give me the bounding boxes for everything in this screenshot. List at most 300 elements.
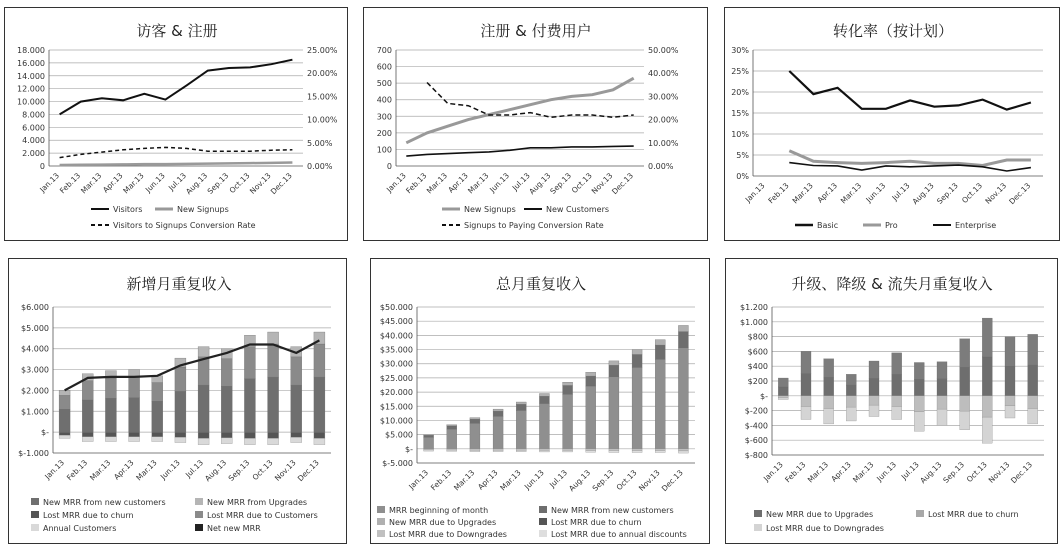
x-tick-label: Jun.13 [874,460,899,484]
x-tick-label: Oct.13 [569,171,594,196]
new-mrr-chart [9,259,348,545]
bar-segment [152,401,163,432]
x-tick-label: Dec.13 [659,468,685,494]
bar-segment [244,379,255,432]
bar-segment [291,437,302,442]
x-tick-label: Mar.13 [424,171,450,196]
bar-segment [586,372,596,376]
x-tick-label: Aug.13 [910,181,936,207]
bar-segment [291,357,302,385]
y-tick-label: 600 [376,62,392,72]
bar-segment [914,363,924,380]
bar-segment [82,437,93,442]
bar-segment [314,344,325,377]
chart-panel-total-mrr [370,258,710,544]
bar-segment [609,365,619,376]
x-tick-label: Aug.13 [918,460,944,486]
bar-segment [424,450,434,451]
bar-segment [175,432,186,437]
bar-segment [221,386,232,432]
x-tick-label: Sep.13 [205,171,231,196]
y-tick-label: $5.000 [385,430,413,440]
bar-segment [516,410,526,448]
bar-segment [869,378,879,395]
bar-segment [516,404,526,410]
bar-segment [447,425,457,426]
y-tick-label: $-200 [744,406,768,416]
bar-segment [937,379,947,396]
bar-segment [314,432,325,438]
x-tick-label: Dec.13 [1009,460,1035,486]
bar-segment [105,437,116,442]
bar-segment [198,438,209,444]
bar-segment [244,347,255,379]
x-tick-label: Dec.13 [1007,181,1033,207]
x-tick-label: Mar.13 [466,171,491,196]
y-tick-label: 400 [376,95,392,105]
bar-segment [470,423,480,449]
bar-segment [244,438,255,444]
x-tick-label: Apr.13 [112,458,136,482]
series-line-visitors [60,60,293,115]
y-tick-label: $2.000 [21,386,49,396]
x-tick-label: Mar.13 [452,468,477,493]
chart-panel-conversion [724,7,1060,241]
bar-segment [824,359,834,378]
bar-segment [198,432,209,438]
bar-segment [892,396,902,407]
y-tick-label: 0% [736,172,749,181]
x-tick-label: Jul.13 [890,181,912,203]
bar-segment [516,402,526,404]
legend-label: MRR beginning of month [389,506,489,515]
bar-segment [175,367,186,391]
bar-segment [291,385,302,432]
x-tick-label: Jun.13 [522,468,546,492]
y-tick-label: $3.000 [21,365,49,375]
bar-segment [59,390,70,395]
bar-segment [470,419,480,423]
legend-swatch [539,506,547,513]
bar-segment [609,361,619,365]
bar-segment [82,400,93,432]
bar-segment [801,396,811,407]
bar-segment [175,391,186,432]
legend-label: Annual Customers [43,524,117,533]
legend-label: New Signups [464,205,516,214]
y-tick-label: $6.000 [21,303,49,312]
x-tick-label: Mar.13 [498,468,523,493]
legend-label: New Customers [546,205,610,214]
bar-segment [655,345,665,359]
x-tick-label: Oct.13 [964,460,989,485]
legend-label: Lost MRR due to Customers [207,511,318,520]
x-tick-label: Jul.13 [183,458,205,480]
y2-tick-label: 20.00% [648,115,679,125]
x-tick-label: Apr.13 [829,460,853,484]
bar-segment [493,411,503,416]
x-tick-label: Sep.13 [941,460,967,485]
bar-segment [1005,366,1015,396]
y-tick-label: $1.000 [21,407,49,417]
legend-label: New Signups [177,205,229,214]
bar-segment [152,432,163,437]
bar-segment [175,437,186,442]
legend-label: Lost MRR due to annual discounts [551,530,687,539]
y-tick-label: 30% [731,46,749,55]
x-tick-label: Jun.13 [487,171,512,195]
legend-label: Lost MRR due to churn [43,511,134,520]
y-tick-label: 16.000 [17,58,45,68]
x-tick-label: Aug.13 [527,171,553,197]
bar-segment [447,429,457,449]
bar-segment [869,405,879,416]
bar-segment [59,432,70,435]
y-tick-label: $- [405,444,413,454]
legend-label: Lost MRR due to Downgrades [389,530,507,539]
legend-label: New MRR due to Upgrades [389,518,497,527]
x-tick-label: Mar.13 [851,460,876,485]
bar-segment [221,432,232,438]
bar-segment [892,353,902,374]
legend-swatch [377,518,385,525]
y-tick-label: $-5.000 [382,459,413,468]
bar-segment [516,449,526,450]
chart-title: 注册 & 付费用户 [480,22,592,40]
bar-segment [493,449,503,450]
legend-swatch [754,510,762,517]
y2-tick-label: 25.00% [307,46,338,55]
y-tick-label: $4.000 [21,344,49,354]
bar-segment [678,325,688,331]
y-tick-label: 4.000 [22,136,45,146]
y-tick-label: 100 [376,145,392,155]
x-tick-label: Mar.13 [88,458,113,483]
bar-segment [655,451,665,453]
bar-segment [493,416,503,449]
y-tick-label: 6.000 [22,123,45,133]
bar-segment [268,432,279,438]
y-tick-label: $-400 [744,421,768,431]
x-tick-label: Apr.13 [101,171,125,195]
bar-segment [914,396,924,412]
bar-segment [655,340,665,345]
series-line-new-customers [406,146,633,156]
y-tick-label: $-800 [744,451,768,460]
bar-segment [424,435,434,436]
bar-segment [678,451,688,453]
bar-segment [268,332,279,344]
legend-swatch [31,511,39,518]
bar-segment [244,432,255,438]
bar-segment [982,396,992,417]
bar-segment [268,344,279,377]
x-tick-label: Jun.13 [143,171,167,195]
bar-segment [152,437,163,442]
bar-segment [82,432,93,437]
bar-segment [268,377,279,432]
y-tick-label: $1.200 [740,303,768,312]
bar-segment [609,449,619,451]
y-tick-label: 2.000 [22,149,45,159]
y2-tick-label: 0.00% [307,162,333,171]
bar-segment [778,396,788,398]
legend-label: Signups to Paying Conversion Rate [464,221,604,230]
chart-title: 升级、降级 & 流失月重复收入 [791,275,993,293]
bar-segment [937,362,947,379]
series-line-new-signups [60,163,293,166]
x-tick-label: Feb.13 [783,460,808,485]
bar-segment [268,438,279,444]
visitors-signups-chart [5,8,349,242]
bar-segment [892,374,902,395]
total-mrr-chart [371,259,711,545]
x-tick-label: Feb.13 [57,171,83,196]
x-tick-label: Mar.13 [134,458,159,483]
x-tick-label: Dec.13 [268,171,294,197]
legend-swatch [754,524,762,531]
bar-segment [470,450,480,451]
y-tick-label: $20.000 [379,388,413,398]
bar-segment [563,394,573,449]
legend-swatch [195,524,203,531]
legend-swatch [195,498,203,505]
bar-segment [960,339,970,367]
legend-label: Visitors [113,205,143,214]
y-tick-label: $200 [747,377,768,386]
bar-segment [129,432,140,437]
bar-segment [914,379,924,396]
bar-segment [632,355,642,368]
y-tick-label: 500 [376,79,392,89]
y-tick-label: 14.000 [17,71,45,81]
y-tick-label: $10.000 [379,416,413,426]
chart-title: 访客 & 注册 [136,22,218,40]
bar-segment [846,374,856,385]
x-tick-label: Aug.13 [567,468,593,494]
y2-tick-label: 0.00% [648,162,674,171]
chart-title: 总月重复收入 [495,275,587,293]
x-tick-label: Oct.13 [227,171,252,196]
bar-segment [424,435,434,437]
bar-segment [632,350,642,355]
bar-segment [221,359,232,387]
chart-panel-new-mrr [8,258,347,544]
legend-swatch [195,511,203,518]
y-tick-label: $45.000 [379,317,413,327]
bar-segment [129,437,140,442]
x-tick-label: Mar.13 [838,181,864,206]
bar-segment [447,450,457,451]
x-tick-label: Jan.13 [38,171,61,195]
x-tick-label: Mar.13 [805,460,831,485]
bar-segment [586,386,596,449]
bar-segment [291,432,302,437]
bar-segment [960,411,970,430]
bar-segment [129,377,140,398]
x-tick-label: Jan.13 [743,181,767,205]
legend-label: Lost MRR due to Downgrades [766,524,884,533]
bar-segment [824,408,834,423]
x-tick-label: Mar.13 [121,171,146,196]
bar-segment [539,396,549,403]
bar-segment [801,374,811,396]
bar-segment [586,376,596,386]
y-tick-label: 12.000 [17,84,45,94]
x-tick-label: Oct.13 [960,181,984,206]
x-tick-label: Jun.13 [864,181,888,205]
y-tick-label: 15% [731,109,749,118]
legend-label: Lost MRR due to churn [928,510,1019,519]
bar-segment [609,377,619,449]
x-tick-label: Apr.13 [476,468,500,492]
bar-segment [914,412,924,432]
chart-panel-signups [363,7,708,241]
y-tick-label: $- [760,391,768,401]
y-tick-label: 700 [376,46,392,55]
bar-segment [314,377,325,432]
conversion-by-plan-chart [725,8,1061,242]
legend-label: New MRR from Upgrades [207,498,308,507]
y-tick-label: $-1.000 [18,449,49,458]
x-tick-label: Jul.13 [510,171,532,193]
y-tick-label: $5.000 [21,323,49,333]
bar-segment [960,367,970,395]
legend-swatch [31,498,39,505]
bar-segment [198,385,209,432]
chart-title: 转化率（按计划） [832,22,954,40]
x-tick-label: Apr.13 [446,171,470,195]
bar-segment [1028,408,1038,423]
bar-segment [678,449,688,451]
bar-segment [1005,396,1015,406]
chart-title: 新增月重复收入 [126,275,232,293]
y2-tick-label: 10.00% [648,138,679,148]
legend-swatch [539,530,547,537]
bar-segment [424,449,434,450]
x-tick-label: Dec.13 [610,171,636,197]
x-tick-label: Sep.13 [548,171,574,196]
x-tick-label: Feb.13 [428,468,454,493]
bar-segment [586,449,596,451]
y-tick-label: $25.000 [379,373,413,383]
bar-segment [59,435,70,438]
x-tick-label: Jun.13 [158,458,182,482]
x-tick-label: Oct.13 [250,458,275,483]
x-tick-label: Jan.13 [761,460,785,484]
bar-segment [801,351,811,373]
bar-segment [960,396,970,411]
bar-segment [539,394,549,397]
legend-label: Lost MRR due to churn [551,518,642,527]
bar-segment [869,396,879,405]
bar-segment [982,417,992,443]
bar-segment [824,396,834,409]
y-tick-label: $35.000 [379,345,413,355]
y-tick-label: $800 [747,332,768,342]
legend-swatch [377,530,385,537]
bar-segment [892,406,902,419]
bar-segment [129,398,140,432]
bar-segment [937,396,947,409]
y-tick-label: 0 [386,162,392,171]
x-tick-label: Sep.13 [590,468,616,493]
y-tick-label: 10.000 [17,97,45,107]
bar-segment [221,438,232,444]
x-tick-label: Jul.13 [899,460,921,482]
bar-segment [632,449,642,451]
legend-label: Visitors to Signups Conversion Rate [113,221,256,230]
y2-tick-label: 10.00% [307,115,338,125]
series-line-net-new-mrr [65,340,320,390]
y2-tick-label: 40.00% [648,69,679,79]
y-tick-label: $600 [747,347,768,357]
legend-label: New MRR from new customers [43,498,166,507]
y-tick-label: 8.000 [22,110,45,120]
x-tick-label: Sep.13 [935,181,960,206]
y2-tick-label: 30.00% [648,92,679,102]
bar-segment [493,450,503,451]
legend-label: Enterprise [955,221,997,230]
bar-segment [539,403,549,448]
x-tick-label: Aug.13 [184,171,210,197]
x-tick-label: Sep.13 [226,458,252,483]
x-tick-label: Jan.13 [384,171,408,195]
y-tick-label: $50.000 [379,303,413,312]
bar-segment [539,450,549,452]
bar-segment [1028,365,1038,396]
y-tick-label: $400 [747,362,768,372]
x-tick-label: Apr.13 [815,181,839,205]
upgrade-downgrade-churn-mrr-chart [726,259,1059,545]
bar-segment [563,449,573,451]
bar-segment [152,383,163,402]
y-tick-label: 300 [376,112,392,122]
bar-segment [447,449,457,450]
bar-segment [59,395,70,409]
legend-swatch [31,524,39,531]
x-tick-label: Jul.13 [166,171,188,193]
bar-segment [563,382,573,385]
x-tick-label: Jan.13 [407,468,430,492]
x-tick-label: Dec.13 [295,458,321,484]
y-tick-label: 18.000 [17,46,45,55]
bar-segment [1028,396,1038,409]
x-tick-label: Jan.13 [43,458,66,482]
x-tick-label: Nov.13 [247,171,273,196]
legend-swatch [539,518,547,525]
chart-panel-visitors [4,7,348,241]
bar-segment [824,377,834,396]
bar-segment [539,449,549,451]
y-tick-label: 5% [736,151,749,160]
x-tick-label: Oct.13 [614,468,639,493]
y-tick-label: $1.000 [740,317,768,327]
y2-tick-label: 5.00% [307,138,333,148]
bar-segment [198,347,209,357]
x-tick-label: Nov.13 [589,171,615,196]
x-tick-label: Nov.13 [986,460,1012,485]
x-tick-label: Nov.13 [272,458,298,483]
y-tick-label: 25% [731,67,749,76]
y-tick-label: $30.000 [379,359,413,369]
bar-segment [59,409,70,432]
y-tick-label: 200 [376,128,392,138]
chart-panel-movement-mrr [725,258,1058,544]
y-tick-label: $- [41,428,49,438]
x-tick-label: Feb.13 [404,171,429,196]
bar-segment [1028,334,1038,365]
